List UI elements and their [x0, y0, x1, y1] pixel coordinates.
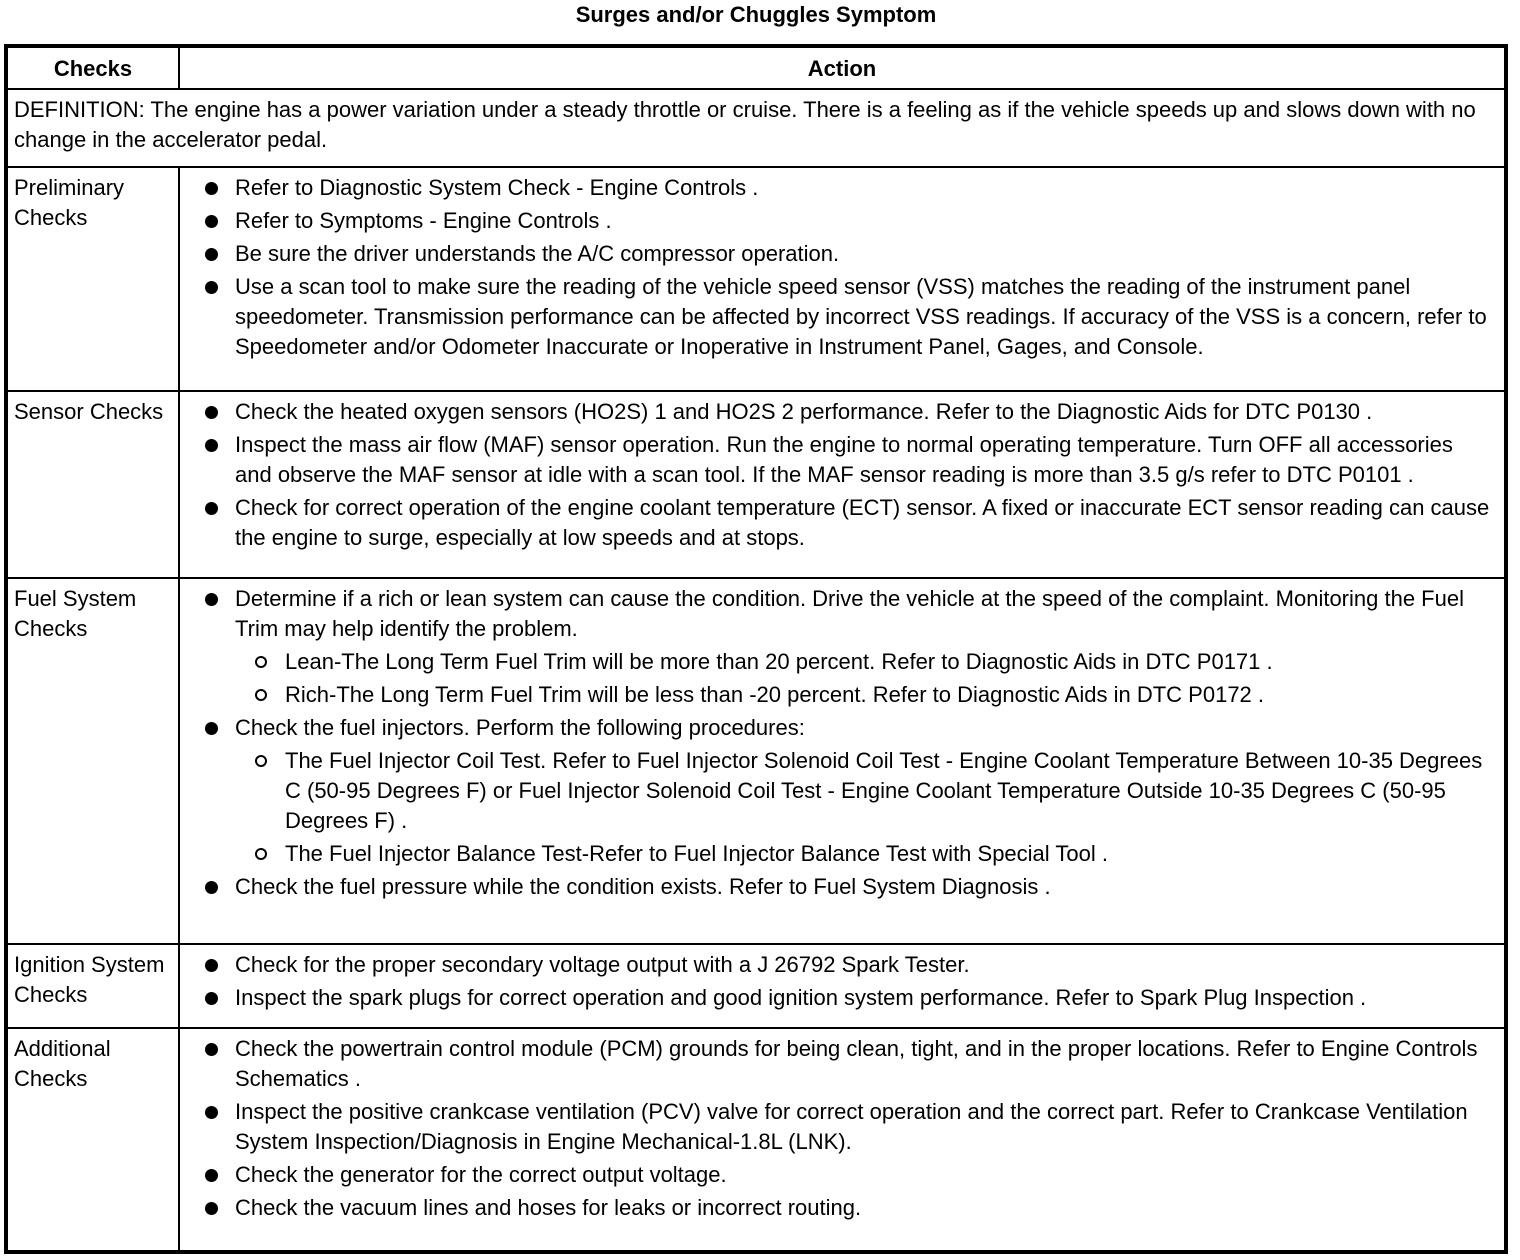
sub-action-item	[235, 680, 1490, 710]
bullet-ring-icon	[255, 656, 267, 668]
action-list	[186, 950, 1498, 1013]
bullet-dot-icon	[205, 215, 218, 228]
action-cell	[179, 944, 1506, 1028]
action-text: Check for the proper secondary voltage output with a J 26792 Spark Tester.	[235, 951, 970, 977]
action-item	[186, 1193, 1490, 1223]
action-text: Inspect the positive crankcase ventilation (PCV) valve for correct operation and the correct part. Refer to Crankcase Ventilation System Inspection/Diagnosis in Engine Mechanical-1.8L (LNK).	[235, 1098, 1468, 1154]
action-item	[186, 872, 1490, 902]
checks-header: Checks	[6, 46, 179, 89]
bullet-dot-icon	[205, 1169, 218, 1182]
bullet-dot-icon	[205, 281, 218, 294]
action-list	[186, 397, 1498, 553]
sub-action-item	[235, 647, 1490, 677]
action-item	[186, 983, 1490, 1013]
action-item	[186, 206, 1490, 236]
bullet-dot-icon	[205, 248, 218, 261]
check-row	[6, 167, 1506, 390]
check-row	[6, 578, 1506, 944]
check-category: Additional Checks	[6, 1028, 179, 1252]
action-cell	[179, 167, 1506, 390]
action-item	[186, 272, 1490, 362]
check-row	[6, 1028, 1506, 1252]
bullet-dot-icon	[205, 593, 218, 606]
action-text: Inspect the spark plugs for correct operation and good ignition system performance. Refer to Spark Plug Inspection .	[235, 984, 1367, 1010]
check-category: Sensor Checks	[6, 391, 179, 578]
bullet-dot-icon	[205, 881, 218, 894]
bullet-dot-icon	[205, 182, 218, 195]
page-title: Surges and/or Chuggles Symptom	[575, 2, 937, 27]
action-cell	[179, 1028, 1506, 1252]
action-item	[186, 239, 1490, 269]
action-text: Check the fuel pressure while the condition exists. Refer to Fuel System Diagnosis .	[235, 873, 1051, 899]
sub-action-text: Rich-The Long Term Fuel Trim will be less than -20 percent. Refer to Diagnostic Aids in DTC P0172 .	[285, 681, 1265, 707]
action-text: Use a scan tool to make sure the reading of the vehicle speed sensor (VSS) matches the reading of the instrument panel speedometer. Transmission performance can be affected by incorrect VSS readings. If accuracy of the VSS is a concern, refer to Speedometer and/or Odometer Inaccurate or Inoperative in Instrument Panel, Gages, and Console.	[235, 274, 1487, 360]
bullet-dot-icon	[205, 1202, 218, 1215]
action-header: Action	[179, 46, 1506, 89]
action-text: Check the heated oxygen sensors (HO2S) 1 and HO2S 2 performance. Refer to the Diagnostic Aids for DTC P0130 .	[235, 398, 1373, 424]
action-list	[186, 173, 1498, 362]
action-item	[186, 713, 1490, 869]
action-text: Refer to Symptoms - Engine Controls .	[235, 208, 612, 234]
action-text: Refer to Diagnostic System Check - Engine Controls .	[235, 175, 759, 201]
action-item	[186, 173, 1490, 203]
bullet-dot-icon	[205, 406, 218, 419]
action-item	[186, 1097, 1490, 1157]
check-category: Ignition System Checks	[6, 944, 179, 1028]
action-list	[186, 584, 1498, 902]
action-list	[186, 1034, 1498, 1223]
check-category: Fuel System Checks	[6, 578, 179, 944]
sub-action-list	[235, 647, 1490, 710]
sub-action-item	[235, 746, 1490, 836]
action-text: Determine if a rich or lean system can cause the condition. Drive the vehicle at the speed of the complaint. Monitoring the Fuel Trim may help identify the problem.	[235, 585, 1464, 641]
sub-action-list	[235, 746, 1490, 869]
action-item	[186, 1160, 1490, 1190]
sub-action-text: The Fuel Injector Coil Test. Refer to Fuel Injector Solenoid Coil Test - Engine Coolant Temperature Between 10-35 Degrees C (50-95 Degrees F) or Fuel Injector Solenoid Coil Test - Engine Coolant Temperature Outside 10-35 Degrees C (50-95 Degrees F) .	[285, 747, 1483, 833]
action-text: Inspect the mass air flow (MAF) sensor operation. Run the engine to normal operating temperature. Turn OFF all accessories and observe the MAF sensor at idle with a scan tool. If the MAF sensor reading is more than 3.5 g/s refer to DTC P0101 .	[235, 431, 1453, 487]
action-item	[186, 1034, 1490, 1094]
bullet-dot-icon	[205, 1043, 218, 1056]
bullet-ring-icon	[255, 755, 267, 767]
action-item	[186, 430, 1490, 490]
action-text: Check the fuel injectors. Perform the following procedures:	[235, 714, 805, 740]
action-item	[186, 493, 1490, 553]
action-cell	[179, 391, 1506, 578]
check-category: Preliminary Checks	[6, 167, 179, 390]
definition-text: DEFINITION: The engine has a power variation under a steady throttle or cruise. There is a feeling as if the vehicle speeds up and slows down with no change in the accelerator pedal.	[6, 89, 1506, 167]
check-row	[6, 944, 1506, 1028]
bullet-ring-icon	[255, 848, 267, 860]
bullet-dot-icon	[205, 502, 218, 515]
action-item	[186, 950, 1490, 980]
bullet-dot-icon	[205, 1106, 218, 1119]
definition-row	[6, 89, 1506, 167]
action-item	[186, 584, 1490, 710]
bullet-ring-icon	[255, 689, 267, 701]
bullet-dot-icon	[205, 439, 218, 452]
bullet-dot-icon	[205, 992, 218, 1005]
action-text: Check for correct operation of the engine coolant temperature (ECT) sensor. A fixed or inaccurate ECT sensor reading can cause the engine to surge, especially at low speeds and at stops.	[235, 494, 1490, 550]
action-text: Be sure the driver understands the A/C compressor operation.	[235, 241, 840, 267]
action-item	[186, 397, 1490, 427]
sub-action-item	[235, 839, 1490, 869]
bullet-dot-icon	[205, 722, 218, 735]
check-row	[6, 391, 1506, 578]
action-cell	[179, 578, 1506, 944]
symptom-table	[4, 44, 1508, 1254]
action-text: Check the generator for the correct output voltage.	[235, 1161, 727, 1187]
bullet-dot-icon	[205, 959, 218, 972]
sub-action-text: The Fuel Injector Balance Test-Refer to Fuel Injector Balance Test with Special Tool .	[285, 840, 1108, 866]
sub-action-text: Lean-The Long Term Fuel Trim will be more than 20 percent. Refer to Diagnostic Aids in DTC P0171 .	[285, 648, 1273, 674]
action-text: Check the powertrain control module (PCM) grounds for being clean, tight, and in the proper locations. Refer to Engine Controls Schematics .	[235, 1035, 1478, 1091]
action-text: Check the vacuum lines and hoses for leaks or incorrect routing.	[235, 1194, 862, 1220]
header-row	[6, 46, 1506, 89]
